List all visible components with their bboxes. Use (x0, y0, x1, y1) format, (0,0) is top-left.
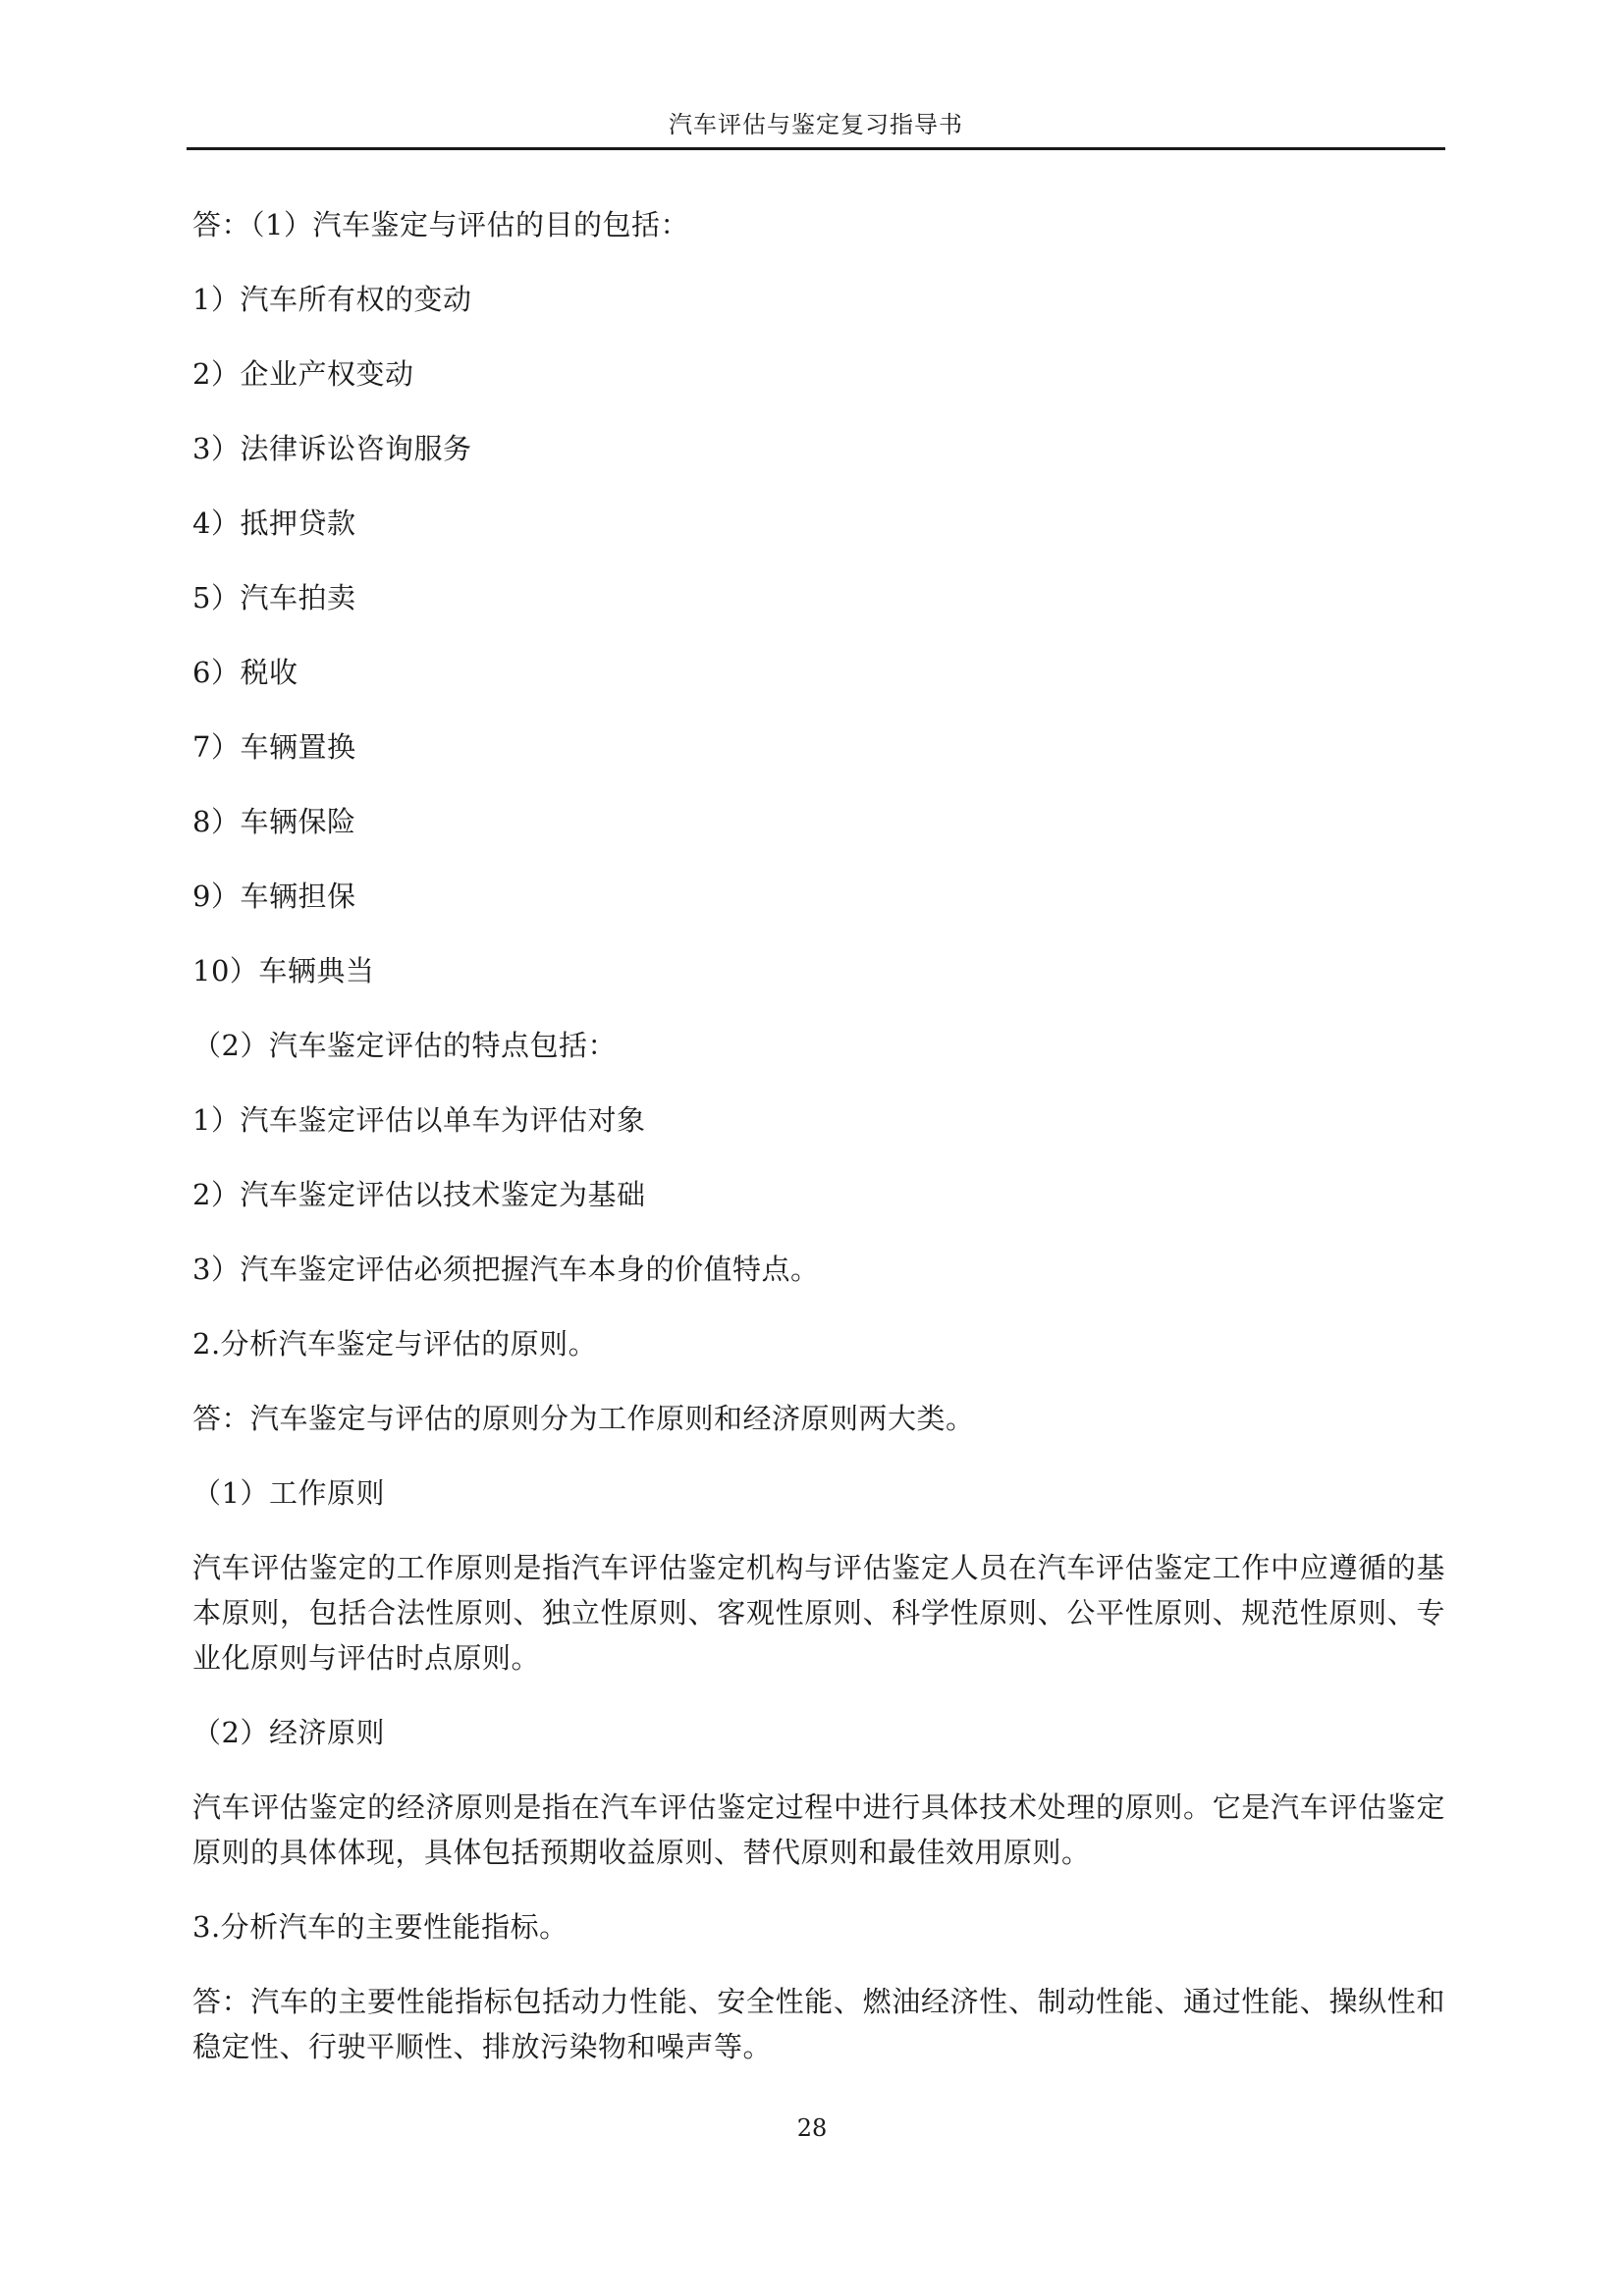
list-item: 2）企业产权变动 (192, 357, 414, 391)
paragraph: 汽车评估鉴定的工作原则是指汽车评估鉴定机构与评估鉴定人员在汽车评估鉴定工作中应遵循的基本原则，包括合法性原则、独立性原则、客观性原则、科学性原则、公平性原则、规范性原则、专业化原则与评估时点原则。 (192, 1551, 1445, 1675)
list-item: 3）汽车鉴定评估必须把握汽车本身的价值特点。 (192, 1253, 820, 1286)
paragraph: 答：汽车的主要性能指标包括动力性能、安全性能、燃油经济性、制动性能、通过性能、操纵性和稳定性、行驶平顺性、排放污染物和噪声等。 (192, 1985, 1445, 2063)
paragraph: 答：汽车鉴定与评估的原则分为工作原则和经济原则两大类。 (192, 1402, 975, 1435)
list-item: 5）汽车拍卖 (192, 581, 356, 614)
document-body (192, 202, 1445, 2099)
question-heading: 3.分析汽车的主要性能指标。 (192, 1910, 568, 1944)
section-heading: （1）工作原则 (192, 1476, 385, 1510)
list-item: 1）汽车鉴定评估以单车为评估对象 (192, 1103, 646, 1137)
list-item: 4）抵押贷款 (192, 507, 356, 540)
paragraph: 汽车评估鉴定的经济原则是指在汽车评估鉴定过程中进行具体技术处理的原则。它是汽车评估鉴定原则的具体体现，具体包括预期收益原则、替代原则和最佳效用原则。 (192, 1790, 1445, 1869)
paragraph: 答：（1）汽车鉴定与评估的目的包括： (192, 208, 689, 241)
header-divider (187, 147, 1445, 150)
list-item: 8）车辆保险 (192, 805, 356, 838)
list-item: 1）汽车所有权的变动 (192, 283, 472, 316)
list-item: 9）车辆担保 (192, 880, 356, 913)
paragraph: （2）汽车鉴定评估的特点包括： (192, 1029, 617, 1062)
page-number: 28 (796, 2114, 828, 2142)
list-item: 3）法律诉讼咨询服务 (192, 432, 472, 465)
running-header-title: 汽车评估与鉴定复习指导书 (669, 111, 963, 138)
list-item: 2）汽车鉴定评估以技术鉴定为基础 (192, 1178, 646, 1211)
question-heading: 2.分析汽车鉴定与评估的原则。 (192, 1327, 598, 1361)
list-item: 6）税收 (192, 656, 298, 689)
section-heading: （2）经济原则 (192, 1716, 385, 1749)
list-item: 7）车辆置换 (192, 730, 356, 764)
list-item: 10）车辆典当 (192, 954, 375, 988)
